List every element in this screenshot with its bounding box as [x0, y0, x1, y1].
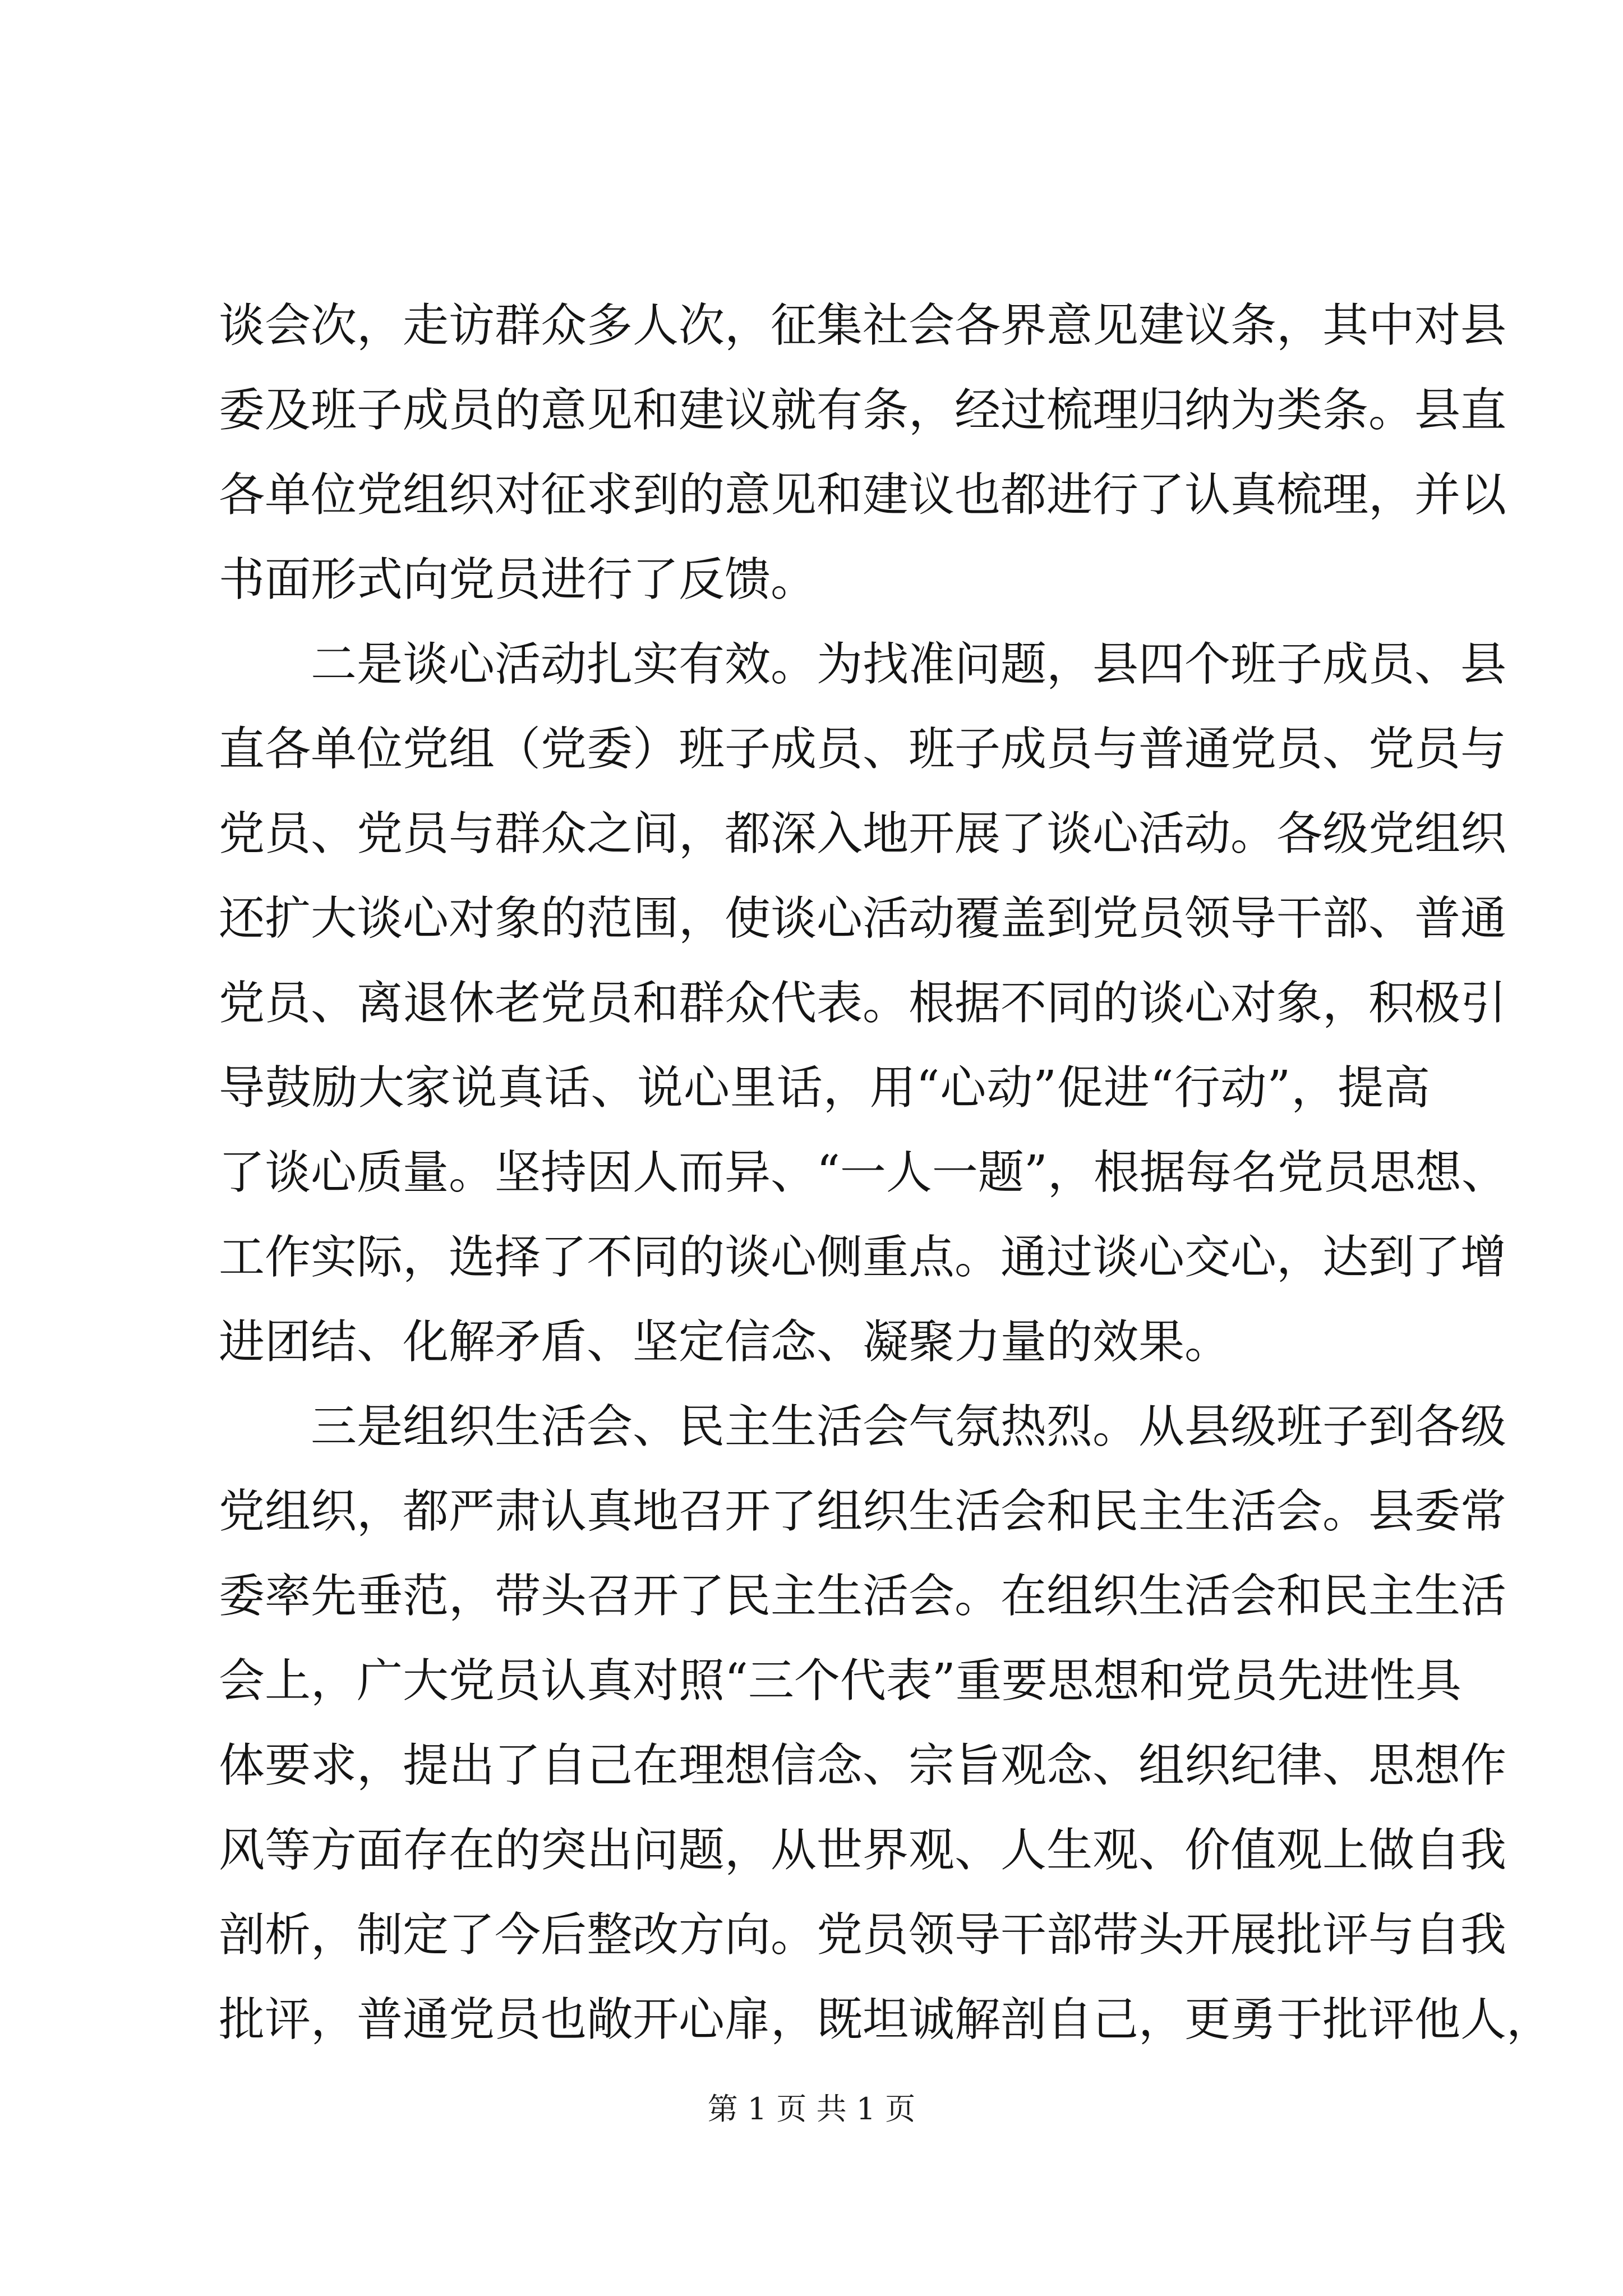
text-line: 各单位党组织对征求到的意见和建议也都进行了认真梳理，并以: [219, 468, 1507, 522]
text-line: 剖析，制定了今后整改方向。党员领导干部带头开展批评与自我: [219, 1908, 1507, 1962]
text-line: 了谈心质量。坚持因人而异、“一人一题”，根据每名党员思想、: [219, 1146, 1507, 1199]
text-line: 还扩大谈心对象的范围，使谈心活动覆盖到党员领导干部、普通: [219, 892, 1507, 945]
text-line: 进团结、化解矛盾、坚定信念、凝聚力量的效果。: [219, 1315, 1231, 1369]
text-line: 党组织，都严肃认真地召开了组织生活会和民主生活会。县委常: [219, 1485, 1507, 1538]
paragraph-first-line: 二是谈心活动扎实有效。为找准问题，县四个班子成员、县: [311, 638, 1507, 691]
text-line: 工作实际，选择了不同的谈心侧重点。通过谈心交心，达到了增: [219, 1231, 1507, 1284]
text-line: 党员、党员与群众之间，都深入地开展了谈心活动。各级党组织: [219, 807, 1507, 861]
text-line: 党员、离退休老党员和群众代表。根据不同的谈心对象，积极引: [219, 977, 1507, 1030]
text-line: 批评，普通党员也敞开心扉，既坦诚解剖自己，更勇于批评他人，: [219, 1993, 1553, 2046]
page-footer: 第 1 页 共 1 页: [707, 2091, 916, 2127]
body-text: [219, 283, 1553, 2062]
text-line: 委率先垂范，带头召开了民主生活会。在组织生活会和民主生活: [219, 1570, 1507, 1623]
text-line: 谈会次，走访群众多人次，征集社会各界意见建议条，其中对县: [219, 299, 1507, 352]
text-line: 体要求，提出了自己在理想信念、宗旨观念、组织纪律、思想作: [219, 1739, 1507, 1792]
text-line: 导鼓励大家说真话、说心里话，用“心动”促进“行动”，提高: [219, 1061, 1430, 1115]
text-line: 直各单位党组（党委）班子成员、班子成员与普通党员、党员与: [219, 723, 1507, 776]
text-line: 书面形式向党员进行了反馈。: [219, 553, 817, 606]
text-line: 风等方面存在的突出问题，从世界观、人生观、价值观上做自我: [219, 1824, 1507, 1877]
text-line: 委及班子成员的意见和建议就有条，经过梳理归纳为类条。县直: [219, 384, 1507, 437]
paragraph-first-line: 三是组织生活会、民主生活会气氛热烈。从县级班子到各级: [311, 1400, 1507, 1453]
text-line: 会上，广大党员认真对照“三个代表”重要思想和党员先进性具: [219, 1654, 1461, 1708]
